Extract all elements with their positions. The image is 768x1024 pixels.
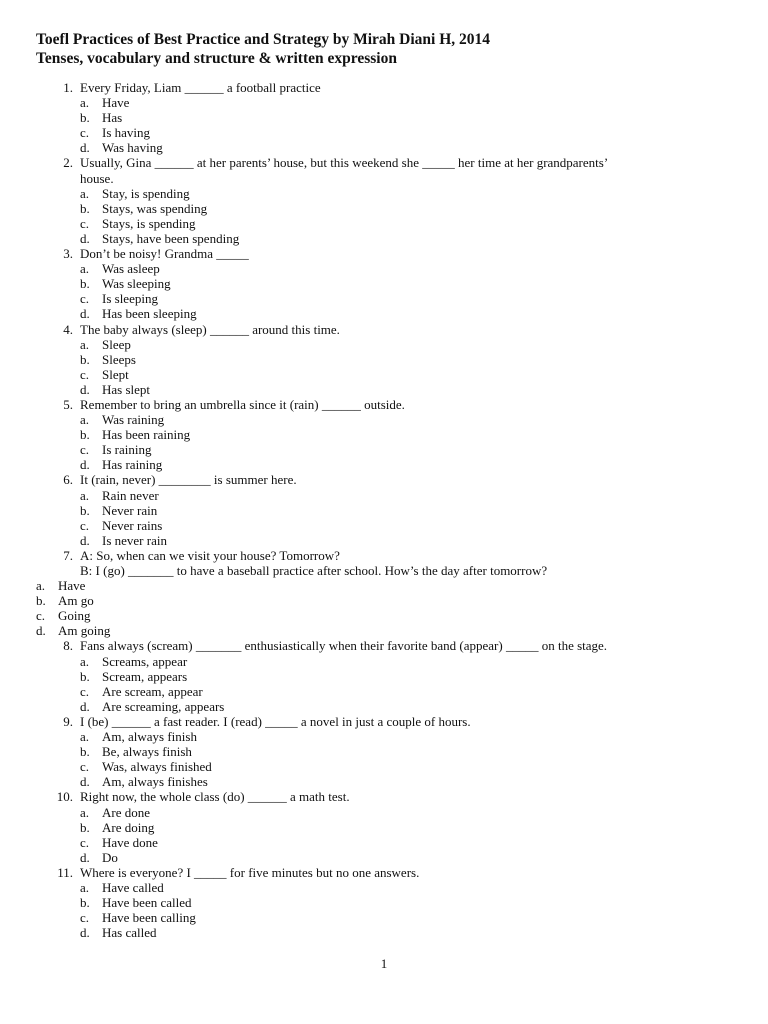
- option-text: Do: [102, 849, 118, 865]
- option-text: Has called: [102, 925, 157, 941]
- answer-option: [36, 593, 732, 608]
- option-letter: a.: [36, 578, 46, 594]
- option-text: Am go: [58, 593, 94, 609]
- option-text: Scream, appears: [102, 668, 188, 684]
- answer-option: [36, 699, 732, 714]
- answer-option: [36, 367, 732, 382]
- option-letter: b.: [80, 895, 90, 911]
- option-letter: c.: [80, 910, 90, 926]
- option-text: Have: [58, 578, 86, 594]
- option-text: Slept: [102, 366, 129, 382]
- answer-option: [36, 412, 732, 427]
- question-number: 9.: [63, 713, 73, 729]
- answer-option: [36, 352, 732, 367]
- option-text: Am, always finishes: [102, 774, 208, 790]
- answer-option: [36, 759, 732, 774]
- answer-option: [36, 533, 732, 548]
- option-text: Was, always finished: [102, 759, 212, 775]
- answer-option: [36, 895, 732, 910]
- option-letter: b.: [80, 502, 90, 518]
- option-letter: a.: [80, 653, 90, 669]
- option-text: Has slept: [102, 381, 151, 397]
- answer-option: [36, 654, 732, 669]
- question-row: [36, 638, 732, 653]
- option-text: Was sleeping: [102, 276, 171, 292]
- option-text: Am going: [58, 623, 111, 639]
- option-letter: c.: [80, 366, 90, 382]
- option-letter: d.: [80, 532, 90, 548]
- answer-option: [36, 457, 732, 472]
- option-letter: b.: [80, 351, 90, 367]
- option-letter: d.: [80, 306, 90, 322]
- question-row: [36, 322, 732, 337]
- answer-option: [36, 669, 732, 684]
- answer-option: [36, 774, 732, 789]
- option-letter: a.: [80, 412, 90, 428]
- answer-option: [36, 337, 732, 352]
- option-letter: a.: [80, 729, 90, 745]
- option-text: Has been raining: [102, 427, 191, 443]
- option-text: Never rains: [102, 517, 163, 533]
- answer-option: [36, 578, 732, 593]
- option-letter: b.: [80, 744, 90, 760]
- question-list: [36, 80, 732, 940]
- question-row: [36, 865, 732, 880]
- question-number: 5.: [63, 396, 73, 412]
- answer-option: [36, 850, 732, 865]
- option-text: Is raining: [102, 442, 152, 458]
- option-text: Has been sleeping: [102, 306, 197, 322]
- question-dialogue-line: B: I (go) _______ to have a baseball practice after school. How’s the day after tomorrow?: [80, 563, 548, 578]
- answer-option: [36, 442, 732, 457]
- question-text: I (be) ______ a fast reader. I (read) _____ a novel in just a couple of hours.: [80, 713, 471, 729]
- option-text: Stay, is spending: [102, 185, 190, 201]
- answer-option: [36, 744, 732, 759]
- option-letter: a.: [80, 261, 90, 277]
- option-letter: c.: [80, 683, 90, 699]
- option-letter: c.: [80, 759, 90, 775]
- option-letter: a.: [80, 804, 90, 820]
- answer-option: [36, 231, 732, 246]
- question-row: [36, 171, 732, 186]
- answer-option: [36, 623, 732, 638]
- option-letter: b.: [80, 668, 90, 684]
- option-letter: d.: [80, 698, 90, 714]
- question-number: 6.: [63, 472, 73, 488]
- option-text: Have done: [102, 834, 158, 850]
- option-text: Screams, appear: [102, 653, 188, 669]
- question-text: Every Friday, Liam ______ a football practice: [80, 80, 321, 95]
- answer-option: [36, 608, 732, 623]
- option-letter: b.: [80, 110, 90, 126]
- option-text: Are done: [102, 804, 151, 820]
- option-letter: a.: [80, 185, 90, 201]
- question-number: 1.: [63, 80, 73, 95]
- answer-option: [36, 110, 732, 125]
- option-text: Is sleeping: [102, 291, 158, 307]
- option-text: Have: [102, 95, 130, 111]
- option-letter: a.: [80, 487, 90, 503]
- option-text: Was raining: [102, 412, 165, 428]
- question-number: 10.: [56, 789, 73, 805]
- option-text: Are screaming, appears: [102, 698, 225, 714]
- answer-option: [36, 140, 732, 155]
- answer-option: [36, 291, 732, 306]
- option-text: Stays, have been spending: [102, 230, 240, 246]
- question-text: It (rain, never) ________ is summer here.: [80, 472, 297, 488]
- answer-option: [36, 503, 732, 518]
- question-text: Remember to bring an umbrella since it (rain) ______ outside.: [80, 396, 405, 412]
- option-letter: b.: [80, 200, 90, 216]
- option-letter: c.: [80, 834, 90, 850]
- answer-option: [36, 820, 732, 835]
- option-letter: a.: [80, 336, 90, 352]
- option-text: Going: [58, 608, 91, 624]
- option-text: Never rain: [102, 502, 158, 518]
- answer-option: [36, 518, 732, 533]
- question-number: 8.: [63, 638, 73, 654]
- question-number: 2.: [63, 155, 73, 171]
- option-letter: c.: [80, 215, 90, 231]
- question-number: [36, 171, 80, 186]
- question-number: 7.: [63, 547, 73, 563]
- option-text: Has: [102, 110, 123, 126]
- question-row: [36, 472, 732, 487]
- option-letter: c.: [36, 608, 46, 624]
- option-text: Was having: [102, 140, 163, 156]
- option-letter: b.: [80, 427, 90, 443]
- option-letter: d.: [80, 774, 90, 790]
- option-letter: d.: [80, 457, 90, 473]
- document-title: Toefl Practices of Best Practice and Strategy by Mirah Diani H, 2014: [36, 31, 491, 48]
- option-text: Rain never: [102, 487, 159, 503]
- option-text: Am, always finish: [102, 729, 197, 745]
- question-text: house.: [80, 170, 114, 186]
- option-letter: a.: [80, 95, 90, 111]
- option-letter: d.: [80, 849, 90, 865]
- question-text: The baby always (sleep) ______ around this time.: [80, 321, 340, 337]
- option-letter: d.: [80, 381, 90, 397]
- question-number: 4.: [63, 321, 73, 337]
- option-letter: c.: [80, 125, 90, 141]
- answer-option: [36, 488, 732, 503]
- answer-option: [36, 805, 732, 820]
- option-text: Has raining: [102, 457, 163, 473]
- answer-option: [36, 427, 732, 442]
- option-letter: a.: [80, 879, 90, 895]
- question-text: Where is everyone? I _____ for five minutes but no one answers.: [80, 864, 420, 880]
- question-number: 3.: [63, 246, 73, 262]
- answer-option: [36, 910, 732, 925]
- question-text: Don’t be noisy! Grandma _____: [80, 246, 249, 262]
- question-text: Right now, the whole class (do) ______ a math test.: [80, 789, 350, 805]
- question-row: [36, 714, 732, 729]
- answer-option: [36, 201, 732, 216]
- option-letter: c.: [80, 291, 90, 307]
- answer-option: [36, 125, 732, 140]
- option-text: Are doing: [102, 819, 155, 835]
- answer-option: [36, 729, 732, 744]
- option-text: Sleep: [102, 336, 131, 352]
- answer-option: [36, 95, 732, 110]
- option-letter: d.: [80, 925, 90, 941]
- answer-option: [36, 835, 732, 850]
- question-number: 11.: [57, 864, 73, 880]
- option-text: Be, always finish: [102, 744, 192, 760]
- answer-option: [36, 276, 732, 291]
- question-row: [36, 789, 732, 804]
- question-text: Usually, Gina ______ at her parents’ house, but this weekend she _____ her time at her grandparents’: [80, 155, 609, 171]
- option-text: Is never rain: [102, 532, 167, 548]
- option-text: Have called: [102, 879, 164, 895]
- question-row: [36, 246, 732, 261]
- option-letter: d.: [80, 140, 90, 156]
- answer-option: [36, 216, 732, 231]
- page-number: 1: [380, 956, 388, 971]
- answer-option: [36, 382, 732, 397]
- option-text: Stays, was spending: [102, 200, 208, 216]
- question-row: [36, 155, 732, 170]
- option-letter: c.: [80, 517, 90, 533]
- option-letter: b.: [80, 276, 90, 292]
- question-row: [36, 80, 732, 95]
- answer-option: [36, 925, 732, 940]
- option-text: Was asleep: [102, 261, 160, 277]
- option-letter: d.: [36, 623, 46, 639]
- question-text: A: So, when can we visit your house? Tomorrow?: [80, 547, 340, 563]
- question-row: [36, 548, 732, 563]
- answer-option: [36, 261, 732, 276]
- answer-option: [36, 880, 732, 895]
- option-text: Have been called: [102, 895, 192, 911]
- option-letter: b.: [80, 819, 90, 835]
- option-letter: b.: [36, 593, 46, 609]
- option-letter: d.: [80, 230, 90, 246]
- answer-option: [36, 306, 732, 321]
- option-text: Sleeps: [102, 351, 136, 367]
- answer-option: [36, 186, 732, 201]
- document-subtitle: Tenses, vocabulary and structure & written expression: [36, 50, 397, 67]
- option-text: Are scream, appear: [102, 683, 203, 699]
- answer-option: [36, 684, 732, 699]
- option-text: Is having: [102, 125, 151, 141]
- option-letter: c.: [80, 442, 90, 458]
- question-text: Fans always (scream) _______ enthusiastically when their favorite band (appear) _____ on the stage.: [80, 638, 608, 654]
- question-row: [36, 397, 732, 412]
- option-text: Have been calling: [102, 910, 196, 926]
- option-text: Stays, is spending: [102, 215, 196, 231]
